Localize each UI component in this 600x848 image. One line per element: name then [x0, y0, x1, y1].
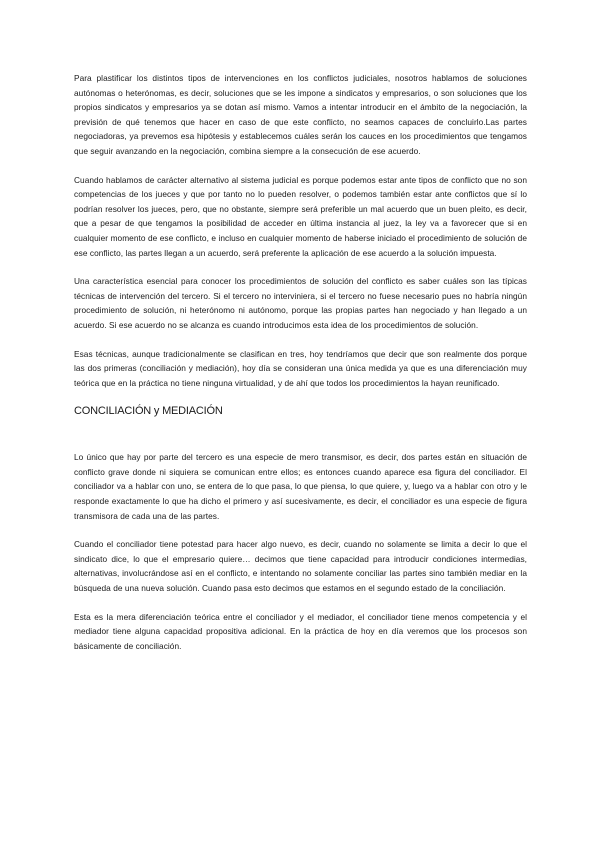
paragraph-potestad-conciliador: Cuando el conciliador tiene potestad para hacer algo nuevo, es decir, cuando no solamente se limita a decir lo que el sindicato dice, lo que el empresario quiere… decimos que tiene capacidad para introducir condiciones intermedias, alternativas, involucrándose así en el conflicto, e intentando no solamente conciliar las partes sino también mediar en la búsqueda de una nueva solución. Cuando pasa esto decimos que estamos en el segundo estado de la conciliación.	[74, 539, 527, 594]
paragraph-mero-transmisor: Lo único que hay por parte del tercero es una especie de mero transmisor, es decir, dos partes están en situación de conflicto grave donde ni siquiera se comunican entre ellos; es entonces cuando aparece esa figura del conciliador. El conciliador va a hablar con uno, se entera de lo que pasa, lo que piensa, lo que quiere, y, luego va a hablar con otro y le responde exactamente lo que ha dicho el primero y así sucesivamente, es decir, el conciliador es una especie de figura transmisora de cada una de las partes.	[74, 452, 527, 521]
section-heading: CONCILIACIÓN y MEDIACIÓN	[74, 405, 223, 418]
paragraph-caracteristica-esencial: Una característica esencial para conocer los procedimientos de solución del conflicto es saber cuáles son las típicas técnicas de intervención del tercero. Si el tercero no interviniera, si el tercero no fuese necesario pues no habría ningún procedimiento de solución, ni heterónomo ni autónomo, porque las propias partes han negociado y han llegado a un acuerdo. Si ese acuerdo no se alcanza es cuando introducimos esta idea de los procedimientos de solución.	[74, 276, 527, 330]
paragraph-tecnicas: Esas técnicas, aunque tradicionalmente se clasifican en tres, hoy tendríamos que decir que son realmente dos porque las dos primeras (conciliación y mediación), hoy día se consideran una única medida ya que es una diferenciación muy teórica que en la práctica no tiene ninguna virtualidad, y de ahí que todos los procedimientos la hayan reunificado.	[74, 348, 527, 388]
paragraph-plastificar: Para plastificar los distintos tipos de intervenciones en los conflictos judiciales, nosotros hablamos de soluciones autónomas o heterónomas, es decir, soluciones que se les impone a sindicatos y empresarios, o son soluciones que los propios sindicatos y empresarios ya se dotan así mismo. Vamos a intentar introducir en el ámbito de la negociación, la previsión de qué tenemos que hacer en caso de que este conflicto, no seamos capaces de concluirlo.Las partes negociadoras, ya prevemos esa hipótesis y establecemos cuáles serán los cauces en los procedimientos que tengamos que seguir avanzando en la negociación, combina siempre a la consecución de ese acuerdo.	[74, 73, 527, 156]
paragraph-diferenciacion-teorica: Esta es la mera diferenciación teórica entre el conciliador y el mediador, el conciliador tiene menos competencia y el mediador tiene alguna capacidad propositiva adicional. En la práctica de hoy en día veremos que los procesos son básicamente de conciliación.	[74, 611, 527, 651]
paragraph-caracter-alternativo: Cuando hablamos de carácter alternativo al sistema judicial es porque podemos estar ante tipos de conflicto que no son competencias de los jueces y que por tanto no lo pueden resolver, o podemos también estar ante conflictos que sí lo podrían resolver los jueces, pero, que no obstante, siempre será preferible un mal acuerdo que un buen pleito, es decir, que a pesar de que tengamos la posibilidad de acceder en última instancia al juez, la ley va a favorecer que si en cualquier momento de ese conflicto, e incluso en cualquier momento de haberse iniciado el procedimiento de solución de ese conflicto, las partes llegan a un acuerdo, será preferente la aplicación de ese acuerdo a la solución impuesta.	[74, 174, 527, 258]
